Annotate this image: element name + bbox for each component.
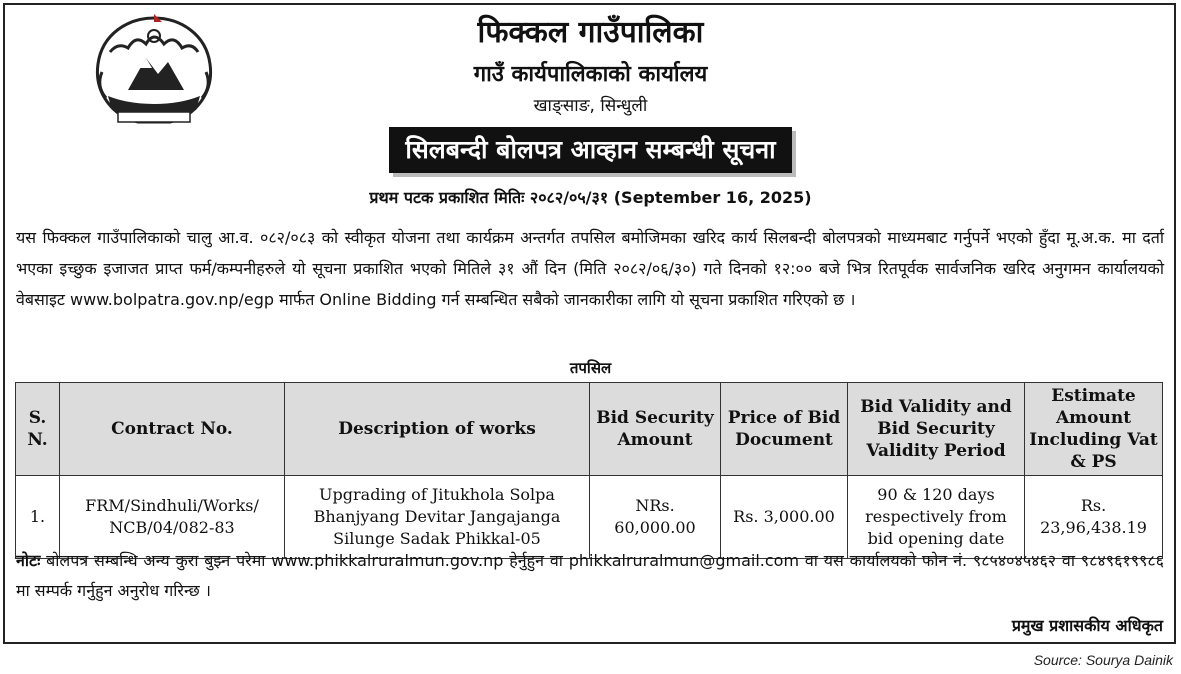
publication-date: प्रथम पटक प्रकाशित मितिः २०८२/०५/३१ (September 16, 2025): [369, 188, 812, 207]
cell-bid-price: Rs. 3,000.00: [721, 476, 848, 559]
signature-title: प्रमुख प्रशासकीय अधिकृत: [1011, 616, 1163, 635]
header-contract-no: Contract No.: [60, 383, 285, 476]
works-table: [15, 382, 1163, 559]
office-name: फिक्कल गाउँपालिका: [477, 15, 704, 50]
header-sn: S. N.: [16, 383, 60, 476]
cell-sn: 1.: [16, 476, 60, 559]
header-bid-price: Price of Bid Document: [721, 383, 848, 476]
office-subtitle: गाउँ कार्यपालिकाको कार्यालय: [473, 62, 708, 87]
notice-title: सिलबन्दी बोलपत्र आव्हान सम्बन्धी सूचना: [389, 127, 791, 173]
header-bid-security: Bid Security Amount: [590, 383, 721, 476]
note-paragraph: [16, 546, 1164, 606]
note-text: बोलपत्र सम्बन्धि अन्य कुरा बुझ्न परेमा www.phikkalruralmun.gov.np हेर्नुहुन वा phikkalruralmun@gmail.com वा यस कार्यालयको फोन नं. ९८५४०४५४६२ वा ९८४९६१९९८६ मा सम्पर्क गर्नुहुन अनुरोध गरिन्छ ।: [16, 551, 1164, 600]
cell-contract-no: FRM/Sindhuli/Works/ NCB/04/082-83: [60, 476, 285, 559]
note-label: नोटः: [16, 551, 41, 570]
schedule-label: तपसिल: [569, 359, 612, 377]
cell-bid-security: NRs. 60,000.00: [590, 476, 721, 559]
source-credit: Source: Sourya Dainik: [1033, 652, 1173, 668]
header-validity: Bid Validity and Bid Security Validity Period: [848, 383, 1025, 476]
header-estimate: Estimate Amount Including Vat & PS: [1025, 383, 1163, 476]
cell-estimate: Rs. 23,96,438.19: [1025, 476, 1163, 559]
table-header-row: [16, 383, 1163, 476]
notice-body: यस फिक्कल गाउँपालिकाको चालु आ.व. ०८२/०८३ को स्वीकृत योजना तथा कार्यक्रम अन्तर्गत तपसिल बमोजिमका खरिद कार्य सिलबन्दी बोलपत्रको माध्यमबाट गर्नुपर्ने भएको हुँदा मू.अ.क. मा दर्ता भएका इच्छुक इजाजत प्राप्त फर्म/कम्पनीहरुले यो सूचना प्रकाशित भएको मितिले ३१ औं दिन (मिति २०८२/०६/३०) गते दिनको १२:०० बजे भित्र रितपूर्वक सार्वजनिक खरिद अनुगमन कार्यालयको वेबसाइट www.bolpatra.gov.np/egp मार्फत Online Bidding गर्न सम्बन्धित सबैको जानकारीका लागि यो सूचना प्रकाशित गरिएको छ ।: [16, 228, 1164, 309]
header-description: Description of works: [285, 383, 590, 476]
cell-validity: 90 & 120 days respectively from bid opening date: [848, 476, 1025, 559]
office-location: खाङ्साङ, सिन्धुली: [533, 96, 648, 116]
cell-description: Upgrading of Jitukhola Solpa Bhanjyang Devitar Jangajanga Silunge Sadak Phikkal-05: [285, 476, 590, 559]
